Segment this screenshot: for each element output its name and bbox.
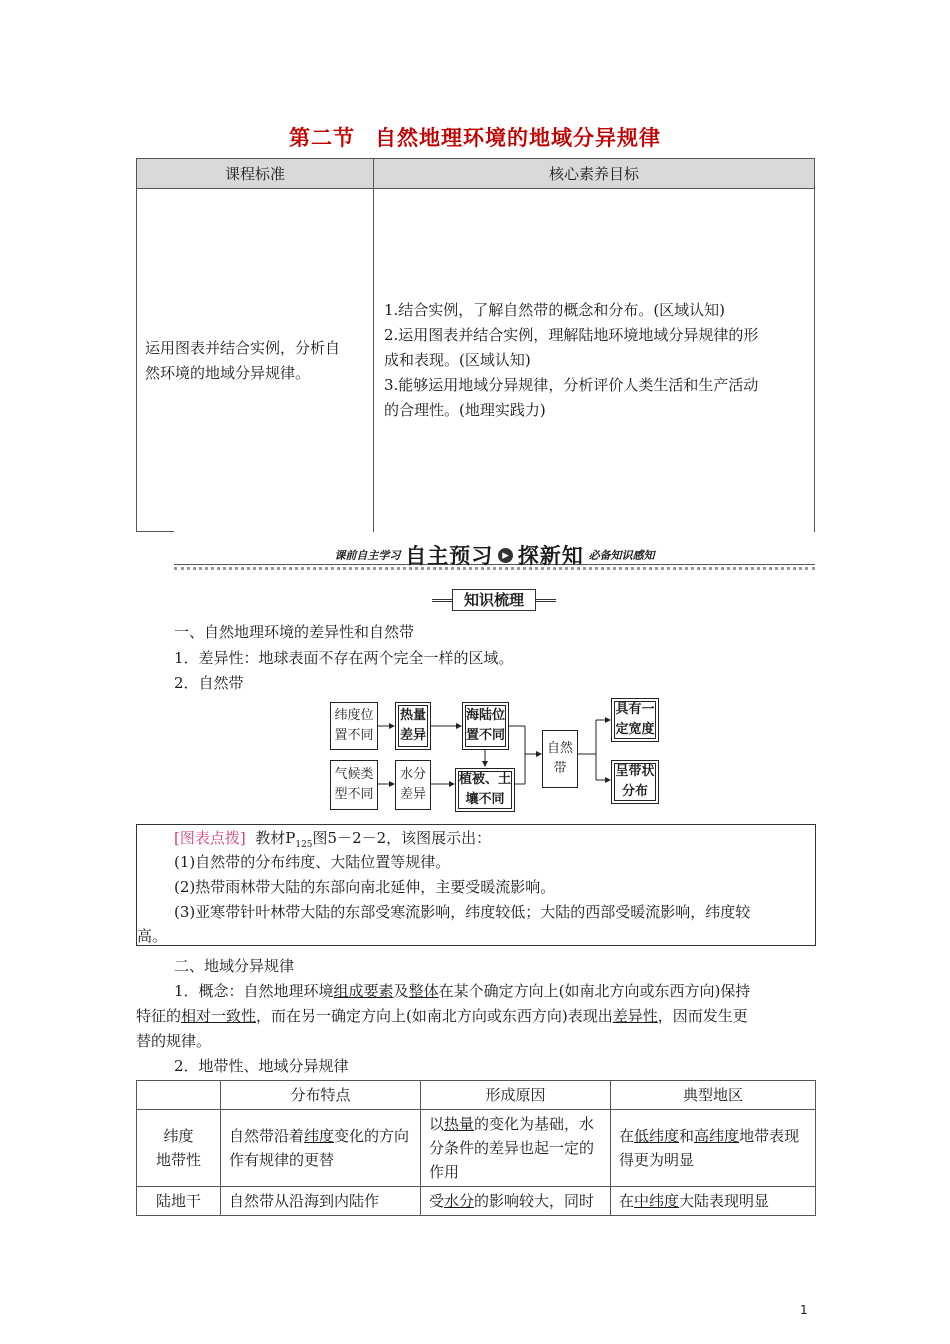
table-row <box>137 1110 816 1187</box>
row-feature: 自然带从沿海到内陆作 <box>221 1187 421 1216</box>
sea-land-box: 海陆位 置不同 <box>462 702 509 750</box>
climate-box: 气候类 型不同 <box>330 760 378 810</box>
figure-note-line1: (1)自然带的分布纬度、大陆位置等规律。 <box>174 853 451 871</box>
row-cause: 以热量的变化为基础，水分条件的差异也起一定的作用 <box>421 1110 611 1187</box>
row-feature: 自然带沿着纬度变化的方向作有规律的更替 <box>221 1110 421 1187</box>
figure-note-box <box>136 824 816 946</box>
row-name: 纬度 地带性 <box>137 1110 221 1187</box>
table-header <box>137 1081 221 1110</box>
section1-item2: 2．自然带 <box>174 674 244 692</box>
figure-note-line2: (2)热带雨林带大陆的东部向南北延伸，主要受暖流影响。 <box>174 878 556 896</box>
row-area: 在低纬度和高纬度地带表现得更为明显 <box>611 1110 816 1187</box>
figure-note-line3-cont: 高。 <box>137 927 168 945</box>
concept-line2: 特征的相对一致性，而在另一确定方向上(如南北方向或东西方向)表现出差异性，因而发生更 <box>136 1007 748 1025</box>
row-name: 陆地干 <box>137 1187 221 1216</box>
table-header: 分布特点 <box>221 1081 421 1110</box>
section1-item1: 1．差异性：地球表面不存在两个完全一样的区域。 <box>174 649 514 667</box>
concept-line1: 1．概念：自然地理环境组成要素及整体在某个确定方向上(如南北方向或东西方向)保持 <box>174 982 751 1000</box>
heat-box: 热量 差异 <box>395 702 431 750</box>
row-area: 在中纬度大陆表现明显 <box>611 1187 816 1216</box>
table-stub-line <box>136 531 174 532</box>
banner-title-2: 探新知 <box>517 544 584 568</box>
section2-item2: 2．地带性、地域分异规律 <box>174 1057 349 1075</box>
arrow-right-icon: ▸ <box>498 548 513 563</box>
concept-line3: 替的规律。 <box>136 1032 212 1050</box>
banner-right-caption: 必备知识感知 <box>588 549 655 562</box>
goal-line: 的合理性。(地理实践力) <box>384 401 546 419</box>
section-name: 自然地理环境的地域分异规律 <box>375 126 661 150</box>
natural-zone-box: 自然 带 <box>542 730 578 788</box>
figure-note-tag: [图表点拨] <box>174 829 246 847</box>
strip-box: 呈带状 分布 <box>611 760 659 804</box>
standard-line: 然环境的地域分异规律。 <box>145 363 311 382</box>
standard-cell <box>137 189 374 533</box>
label-text: 知识梳理 <box>452 589 536 611</box>
zone-traits <box>578 698 660 814</box>
standard-line: 运用图表并结合实例，分析自 <box>145 338 341 357</box>
section-banner <box>174 540 815 568</box>
goal-line: 2.运用图表并结合实例，理解陆地环境地域分异规律的形 <box>384 326 759 344</box>
table-header: 典型地区 <box>611 1081 816 1110</box>
goals-header: 核心素养目标 <box>374 159 815 189</box>
goal-line: 成和表现。(区域认知) <box>384 351 531 369</box>
goal-line: 3.能够运用地域分异规律，分析评价人类生活和生产活动 <box>384 376 759 394</box>
width-box: 具有一 定宽度 <box>611 698 659 742</box>
row-cause: 受水分的影响较大，同时 <box>421 1187 611 1216</box>
section2-heading: 二、地域分异规律 <box>174 957 295 975</box>
page-title <box>0 122 950 152</box>
table-row <box>137 1187 816 1216</box>
latitude-box: 纬度位 置不同 <box>330 702 378 750</box>
goals-cell <box>374 189 815 533</box>
goal-line: 1.结合实例，了解自然带的概念和分布。(区域认知) <box>384 301 726 319</box>
section-number: 第二节 <box>289 126 355 150</box>
knowledge-label <box>432 589 556 611</box>
section1-heading: 一、自然地理环境的差异性和自然带 <box>174 623 415 641</box>
water-box: 水分 差异 <box>395 760 431 810</box>
figure-note-intro: [图表点拨] 教材$P_{125}$图5－2－2，该图展示出： <box>174 829 492 850</box>
page-number: 1 <box>800 1303 808 1317</box>
zonality-table <box>136 1080 816 1216</box>
vegetation-box: 植被、土 壤不同 <box>455 768 515 812</box>
banner-title-1: 自主预习 <box>405 544 494 568</box>
table-header: 形成原因 <box>421 1081 611 1110</box>
standards-table <box>136 158 815 532</box>
standards-header: 课程标准 <box>137 159 374 189</box>
banner-left-caption: 课前自主学习 <box>334 549 401 562</box>
figure-note-line3: (3)亚寒带针叶林带大陆的东部受寒流影响，纬度较低；大陆的西部受暖流影响，纬度较 <box>174 903 751 921</box>
